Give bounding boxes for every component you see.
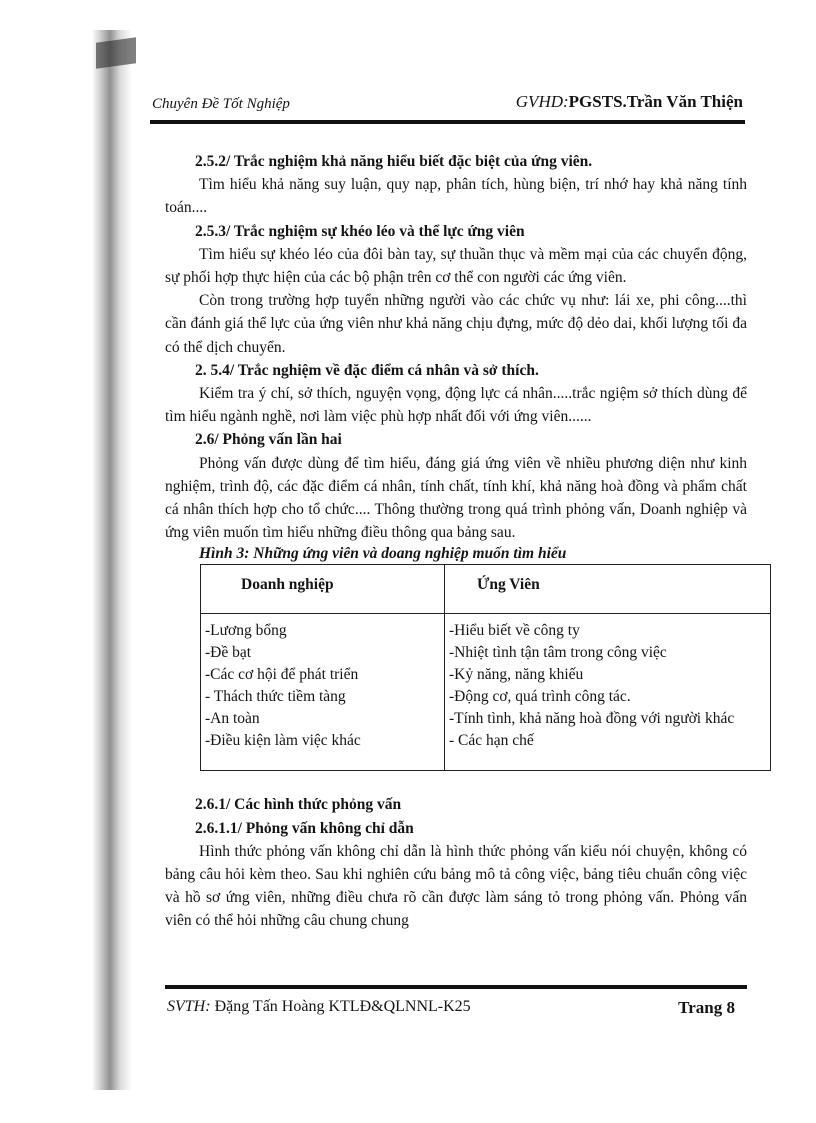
list-item: -Kỷ năng, năng khiếu: [449, 666, 584, 684]
paragraph-2-5-4: Kiểm tra ý chí, sở thích, nguyện vọng, động lực cá nhân.....trắc ngiệm sở thích dùng để tìm hiểu ngành nghề, nơi làm việc phù hợp nhất đối với ứng viên......: [165, 385, 747, 426]
heading-2-6: 2.6/ Phỏng vấn lần hai: [195, 431, 342, 449]
table-cell-ung-vien: [445, 614, 771, 771]
page-body: [165, 150, 747, 933]
table-caption: Hình 3: Những ứng viên và doang nghiệp muốn tìm hiểu: [199, 545, 567, 563]
comparison-table: [200, 564, 771, 771]
footer-author-name: Đặng Tấn Hoàng KTLĐ&QLNNL-K25: [214, 998, 471, 1015]
heading-2-6-1: 2.6.1/ Các hình thức phỏng vấn: [195, 796, 402, 814]
page-footer: [167, 998, 745, 1022]
list-item: - Các hạn chế: [449, 732, 534, 750]
heading-2-5-3: 2.5.3/ Trắc nghiệm sự khéo léo và thể lực ứng viên: [195, 222, 525, 240]
footer-author: [167, 998, 471, 1016]
header-advisor: [516, 92, 743, 112]
list-item: - Thách thức tiềm tàng: [205, 688, 346, 706]
list-item: -Điều kiện làm việc khác: [205, 732, 361, 750]
heading-2-5-2: 2.5.2/ Trắc nghiệm khả năng hiểu biết đặc biệt của ứng viên.: [195, 153, 593, 170]
list-item: -Hiểu biết về công ty: [449, 622, 580, 640]
header-title: Chuyên Đề Tốt Nghiệp: [152, 96, 290, 112]
footer-rule: [165, 985, 747, 989]
table-cell-doanh-nghiep: [201, 614, 445, 771]
list-item: -Các cơ hội để phát triển: [205, 666, 359, 684]
table-header-row: [201, 565, 771, 614]
paragraph-2-5-2: Tìm hiểu khả năng suy luận, quy nạp, phân tích, hùng biện, trí nhớ hay khả năng tính toán....: [165, 176, 747, 217]
table-row: [201, 614, 771, 771]
table-header-ung-vien: Ứng Viên: [445, 565, 771, 614]
list-item: -Tính tình, khả năng hoà đồng với người khác: [449, 710, 735, 728]
list-item: -Lương bổng: [205, 622, 287, 640]
page-header: [150, 90, 745, 120]
list-item: -Nhiệt tình tận tâm trong công việc: [449, 644, 667, 662]
list-item: -Đề bạt: [205, 644, 252, 662]
table-header-doanh-nghiep: Doanh nghiệp: [201, 565, 445, 614]
paragraph-2-5-3-b: Còn trong trường hợp tuyển những người vào các chức vụ như: lái xe, phi công....thì cần đánh giá thể lực của ứng viên như khả năng chịu đựng, mức độ dẻo dai, khối lượng tối đa có thể dịch chuyển.: [165, 292, 747, 356]
header-advisor-prefix: GVHD:: [515, 92, 569, 111]
heading-2-5-4: 2. 5.4/ Trắc nghiệm về đặc điểm cá nhân và sở thích.: [195, 361, 539, 379]
footer-prefix: SVTH:: [167, 998, 211, 1015]
paragraph-2-6-1-1: Hình thức phỏng vấn không chỉ dẫn là hình thức phỏng vấn kiểu nói chuyện, không có bảng câu hỏi kèm theo. Sau khi nghiên cứu bảng mô tả công việc, bảng tiêu chuẩn công việc và hồ sơ ứng viên, những điều chưa rõ cần được làm sáng tỏ trong phỏng vấn. Phỏng vấn viên có thể hỏi những câu chung chung: [165, 842, 747, 930]
list-item: -An toàn: [205, 710, 260, 728]
paragraph-2-6: Phỏng vấn được dùng để tìm hiểu, đáng giá ứng viên về nhiều phương diện như kinh nghiệm, trình độ, các đặc điểm cá nhân, tính chất, tính khí, khả năng hoà đồng và phẩm chất cá nhân thích hợp cho tổ chức.... Thông thường trong quá trình phỏng vấn, Doanh nghiệp và ứng viên muốn tìm hiểu những điều thông qua bảng sau.: [165, 454, 747, 542]
heading-2-6-1-1: 2.6.1.1/ Phỏng vấn không chỉ dẫn: [195, 819, 414, 837]
page-number: Trang 8: [678, 998, 735, 1017]
header-rule: [150, 120, 745, 124]
paragraph-2-5-3-a: Tìm hiểu sự khéo léo của đôi bàn tay, sự thuần thục và mềm mại của các chuyển động, sự phối hợp thực hiện của các bộ phận trên cơ thể con người các ứng viên.: [165, 245, 747, 287]
scan-binding-shadow: [92, 30, 132, 1090]
list-item: -Động cơ, quá trình công tác.: [449, 688, 631, 706]
header-advisor-name: PGSTS.Trần Văn Thiện: [568, 92, 743, 111]
